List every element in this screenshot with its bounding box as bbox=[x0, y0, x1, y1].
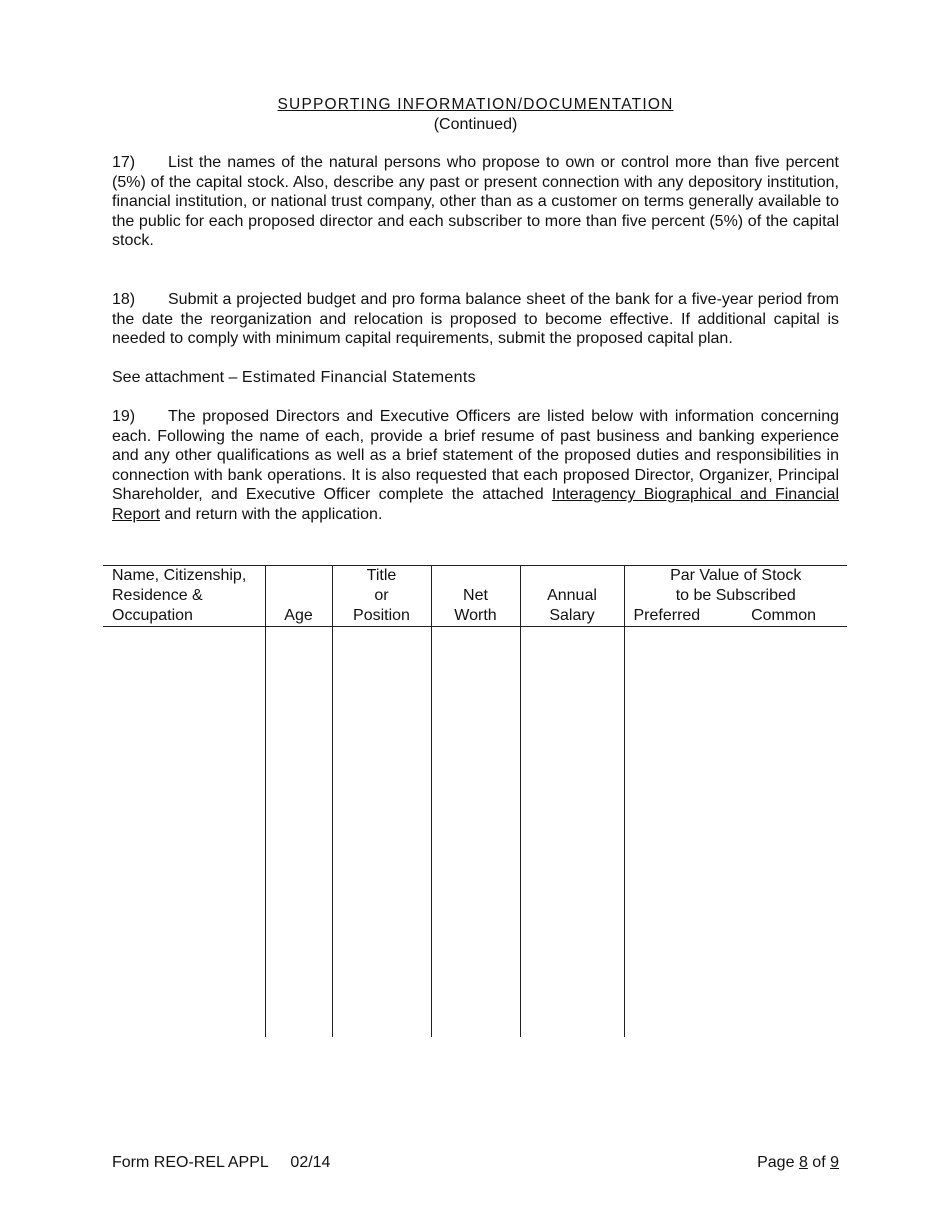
header-annual-salary: Annual Salary bbox=[520, 566, 624, 627]
directors-officers-table bbox=[103, 565, 847, 1037]
item-19 bbox=[112, 407, 839, 525]
item-17 bbox=[112, 153, 839, 251]
cell-name[interactable] bbox=[103, 627, 265, 1038]
cell-par-value[interactable] bbox=[624, 627, 847, 1038]
page-number: Page 8 of 9 bbox=[757, 1154, 839, 1171]
item-number: 17) bbox=[112, 154, 136, 171]
cell-age[interactable] bbox=[265, 627, 332, 1038]
cell-net-worth[interactable] bbox=[431, 627, 520, 1038]
item-number: 18) bbox=[112, 291, 136, 308]
section-subtitle: (Continued) bbox=[433, 115, 518, 133]
attachment-label: See attachment – bbox=[112, 369, 238, 386]
header-age: Age bbox=[265, 566, 332, 627]
current-page: 8 bbox=[798, 1154, 808, 1171]
attachment-note bbox=[112, 368, 476, 388]
header-common: Common bbox=[751, 607, 816, 624]
header-preferred: Preferred bbox=[633, 607, 701, 624]
item-text: The proposed Directors and Executive Officers are listed below with information concerning each. Following the name of each, provide a brief resume of past business and banking experience and any other qualifications as well as a brief statement of the proposed duties and responsibilities in connection with bank operations. It is also requested that each proposed Director, Organizer, Principal Shareholder, and Executive Officer complete the attached bbox=[112, 408, 839, 504]
header-name: Name, Citizenship, Residence & Occupation bbox=[103, 566, 265, 627]
header-net-worth: Net Worth bbox=[431, 566, 520, 627]
item-text-end: and return with the application. bbox=[164, 505, 383, 523]
cell-annual-salary[interactable] bbox=[520, 627, 624, 1038]
cell-title[interactable] bbox=[332, 627, 431, 1038]
item-number: 19) bbox=[112, 408, 136, 425]
total-pages: 9 bbox=[830, 1154, 839, 1171]
section-heading bbox=[112, 95, 839, 134]
header-par-value: Par Value of Stock to be Subscribed Preferred Common bbox=[624, 566, 847, 627]
table-header-row bbox=[103, 566, 847, 627]
attachment-name: Estimated Financial Statements bbox=[241, 369, 476, 386]
item-18 bbox=[112, 290, 839, 349]
biographical-report-link[interactable]: Interagency Biographical and Financial Report bbox=[112, 486, 839, 523]
item-text: Submit a projected budget and pro forma balance sheet of the bank for a five-year period from the date the reorganization and relocation is proposed to become effective. If additional capital is needed to comply with minimum capital requirements, submit the proposed capital plan. bbox=[112, 291, 839, 348]
table-body-row bbox=[103, 627, 847, 1038]
form-identifier: Form REO-REL APPL 02/14 bbox=[112, 1154, 331, 1171]
header-title: Title or Position bbox=[332, 566, 431, 627]
section-title: SUPPORTING INFORMATION/DOCUMENTATION bbox=[277, 96, 674, 113]
item-text: List the names of the natural persons who propose to own or control more than five percent (5%) of the capital stock. Also, describe any past or present connection with any depository institution, financial institution, or national trust company, other than as a customer on terms generally available to the public for each proposed director and each subscriber to more than five percent (5%) of the capital stock. bbox=[112, 154, 839, 250]
